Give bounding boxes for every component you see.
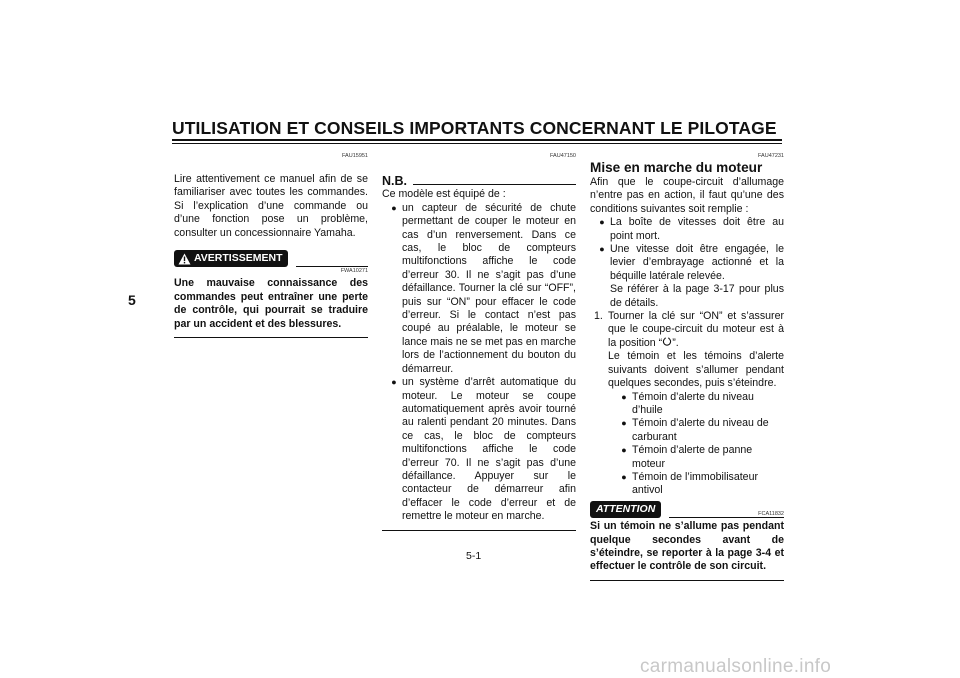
step-text [608, 310, 784, 350]
list-item [612, 471, 784, 498]
column-note [382, 152, 576, 531]
list-item [590, 216, 784, 243]
warning-header [174, 250, 368, 267]
note-label: N.B. [382, 174, 407, 188]
bullet-icon: ● [599, 217, 605, 228]
bullet-icon: ● [599, 244, 605, 255]
warning-end-rule [174, 337, 368, 338]
step-number: 1. [594, 310, 603, 323]
note-header [382, 175, 576, 188]
reference-code: FAU47231 [758, 153, 784, 159]
step-note: Le témoin et les témoins d’alerte suivants doivent s’allumer pendant quelques secondes, puis s’éteindre. [608, 350, 784, 390]
warning-label: AVERTISSEMENT [194, 252, 283, 265]
column-intro [174, 152, 368, 338]
intro-paragraph: Lire attentivement ce manuel afin de se familiariser avec toutes les commandes. Si l’explication d’une commande ou d’une fonction pose un problème, consulter un concessionnaire Yamaha. [174, 173, 368, 239]
sub-list [590, 391, 784, 498]
list-item-text: Témoin de l’immobilisateur antivol [632, 470, 758, 497]
note-intro: Ce modèle est équipé de : [382, 188, 506, 201]
list-item [612, 417, 784, 444]
reference-code: FAU15951 [342, 153, 368, 159]
warning-text: Une mauvaise connaissance des commandes peut entraîner une perte de contrôle, qui pourrait se traduire par un accident et des blessures. [174, 277, 368, 330]
bullet-note: Se référer à la page 3-17 pour plus de détails. [610, 283, 784, 309]
bullet-icon: ● [621, 418, 627, 429]
note-end-rule [382, 530, 576, 531]
list-item-text: La boîte de vitesses doit être au point mort. [610, 216, 784, 242]
list-item [612, 391, 784, 418]
bullet-icon: ● [391, 202, 397, 213]
warning-badge [174, 250, 288, 267]
attention-text: Si un témoin ne s’allume pas pendant quelque secondes avant de s’éteindre, se reporter à la page 3-4 et effectuer le contrôle de son circuit. [590, 520, 784, 573]
list-item-text: un système d’arrêt automatique du moteur. Le moteur se coupe automatiquement après avoir tourné au ralenti pendant 20 minutes. Dans ce cas, le bloc de compteurs multifonctions affiche le code d’erreur 70. Il ne s’agit pas d’une défaillance. Appuyer sur le contacteur de démarreur afin d’effacer le code d’erreur et de remettre le moteur en marche. [402, 376, 576, 523]
list-item [382, 376, 576, 523]
note-rule [413, 184, 576, 185]
column-starting-engine [590, 152, 784, 581]
step-item [590, 310, 784, 350]
attention-badge: ATTENTION [590, 501, 661, 518]
list-item [590, 243, 784, 283]
chapter-number: 5 [128, 292, 136, 308]
page-number: 5-1 [466, 550, 482, 562]
step-text-part: Tourner la clé sur “ON” et s’assurer que le coupe-circuit du moteur est à la position “ [608, 310, 784, 349]
engine-run-switch-icon [662, 337, 672, 347]
reference-code: FAU47150 [550, 153, 576, 159]
list-item-text: Témoin d’alerte du niveau de carburant [632, 417, 769, 443]
section-intro: Afin que le coupe-circuit d’allumage n’entre pas en action, il faut qu’une des conditions suivantes soit remplie : [590, 176, 784, 215]
warning-triangle-icon [178, 253, 191, 265]
bullet-icon: ● [621, 471, 627, 482]
watermark: carmanualsonline.info [640, 656, 832, 677]
list-item-text: Témoin d’alerte de panne moteur [632, 444, 753, 470]
bullet-icon: ● [621, 445, 627, 456]
list-item-text: Témoin d’alerte du niveau d’huile [632, 390, 754, 416]
title-rule [172, 139, 782, 141]
attention-end-rule [590, 580, 784, 581]
list-item-text: Une vitesse doit être engagée, le levier d’embrayage actionné et la béquille latérale relevée. [610, 243, 784, 282]
page-title: UTILISATION ET CONSEILS IMPORTANTS CONCERNANT LE PILOTAGE [172, 118, 777, 138]
bullet-icon: ● [621, 391, 627, 402]
section-title: Mise en marche du moteur [590, 160, 763, 175]
list-item [382, 202, 576, 376]
bullet-icon: ● [391, 377, 397, 388]
list-item-text: un capteur de sécurité de chute permettant de couper le moteur en cas d’un renversement. Dans ce cas, le bloc de compteurs multifonctions affiche le code d’erreur 30. Il ne s’agit pas d’une défaillance. Tourner la clé sur “OFF”, puis sur “ON” pour effacer le code d’erreur. Si le contact n’est pas coupé au préalable, le moteur se lance mais ne se met pas en marche lors de l’actionnement du bouton du démarreur. [402, 201, 576, 375]
step-text-part: ”. [672, 336, 679, 349]
list-item [612, 444, 784, 471]
warning-code: FWA10271 [340, 268, 368, 275]
attention-code: FCA11832 [758, 511, 784, 518]
title-rule-thin [172, 143, 782, 144]
